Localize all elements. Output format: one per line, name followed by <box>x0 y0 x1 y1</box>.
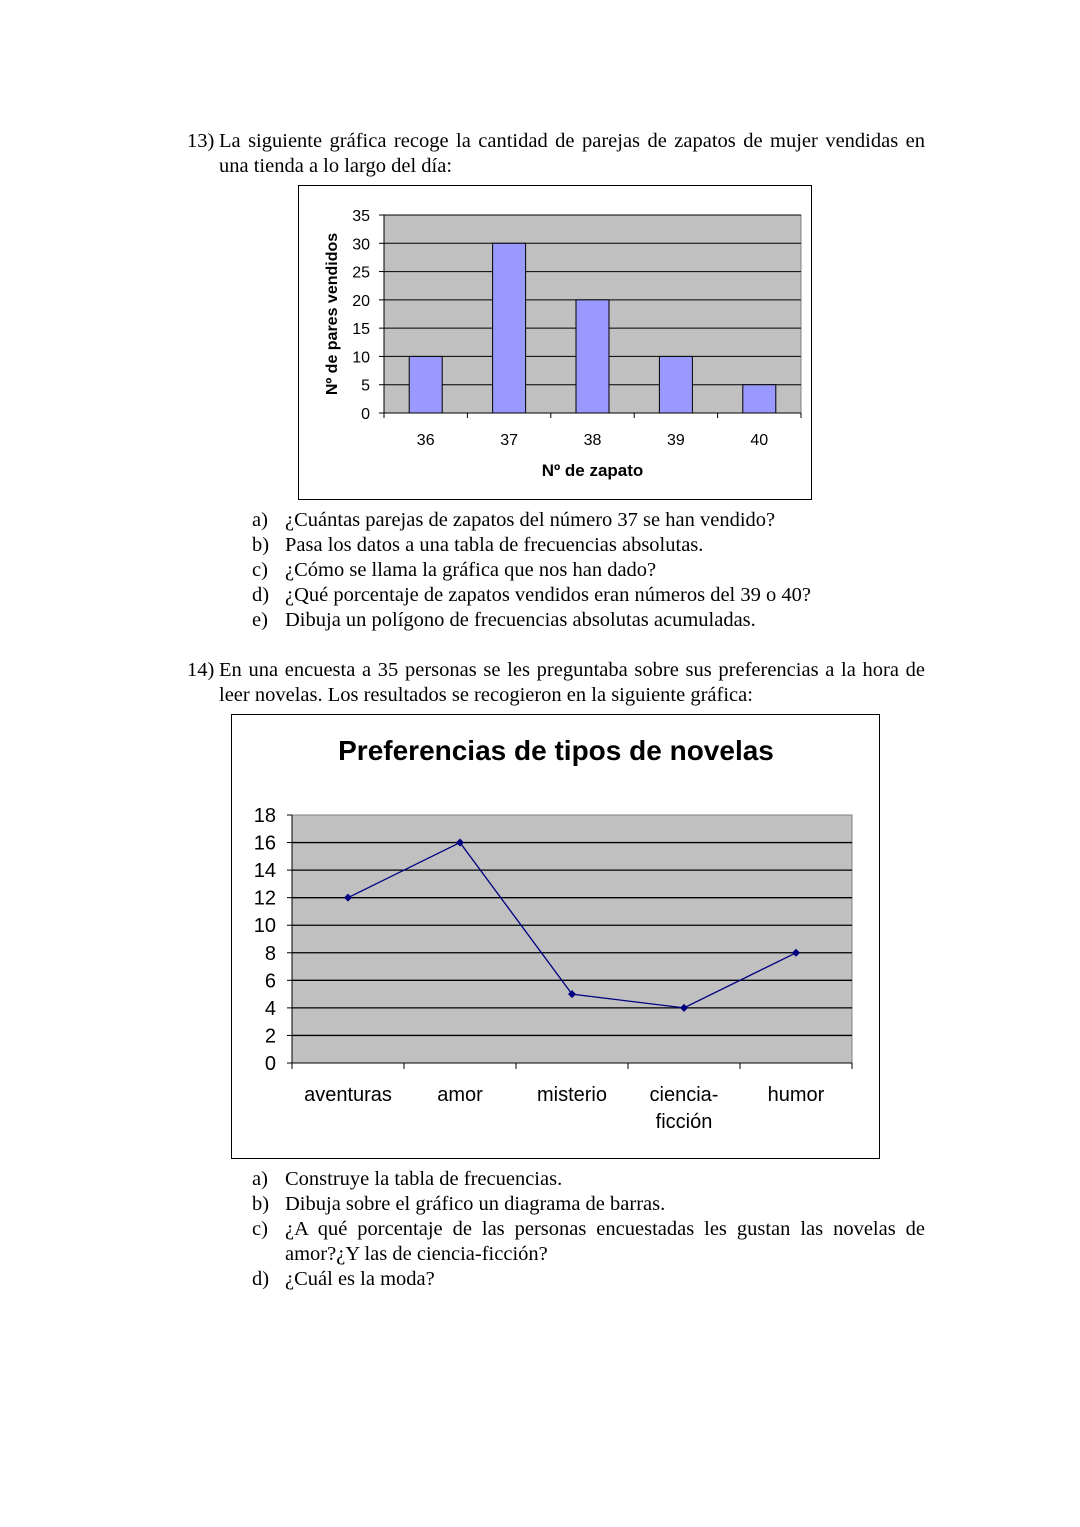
question-number: 14) <box>187 659 215 681</box>
y-tick-label: 5 <box>361 377 370 395</box>
bar <box>493 243 526 413</box>
bar <box>576 300 609 413</box>
y-tick-label: 8 <box>264 942 276 965</box>
x-tick-label: misterio <box>536 1084 608 1106</box>
item-label: d) <box>252 1268 270 1290</box>
item-label: c) <box>252 559 268 581</box>
y-tick-label: 16 <box>253 832 276 855</box>
x-tick-label: 39 <box>667 432 685 449</box>
y-tick-label: 18 <box>253 805 276 827</box>
y-tick-label: 0 <box>361 406 370 423</box>
question-item <box>252 583 925 608</box>
y-axis-label: Nº de pares vendidos <box>324 232 341 396</box>
y-tick-label: 6 <box>264 970 276 993</box>
y-tick-label: 0 <box>264 1053 276 1075</box>
question-item <box>252 1217 925 1267</box>
x-tick-label: 36 <box>416 432 435 449</box>
x-tick-label: ciencia-ficción <box>649 1084 719 1133</box>
shoe-sales-chart <box>298 185 812 500</box>
item-text: Pasa los datos a una tabla de frecuencias absolutas. <box>285 534 704 556</box>
question-item <box>252 1192 925 1217</box>
question-number: 13) <box>187 130 215 152</box>
item-text: ¿A qué porcentaje de las personas encuestadas les gustan las novelas de amor?¿Y las de ciencia-ficción? <box>285 1218 925 1265</box>
item-text: Construye la tabla de frecuencias. <box>285 1168 563 1190</box>
question-13-items <box>252 508 925 633</box>
x-tick-label: aventuras <box>304 1084 392 1106</box>
x-tick-label: humor <box>767 1084 825 1106</box>
chart-title: Preferencias de tipos de novelas <box>338 735 774 766</box>
question-item <box>252 558 925 583</box>
item-label: c) <box>252 1218 268 1240</box>
item-text: Dibuja un polígono de frecuencias absolutas acumuladas. <box>285 609 756 631</box>
question-text: La siguiente gráfica recoge la cantidad de parejas de zapatos de mujer vendidas en una tienda a lo largo del día: <box>219 130 925 177</box>
bar <box>409 356 442 413</box>
item-text: ¿Cuántas parejas de zapatos del número 37 se han vendido? <box>285 509 776 531</box>
x-tick-label: 38 <box>583 432 602 449</box>
y-tick-label: 12 <box>253 887 276 910</box>
y-tick-label: 14 <box>253 860 276 883</box>
item-label: a) <box>252 1168 268 1190</box>
x-tick-label: 40 <box>750 432 769 449</box>
novel-preferences-chart <box>231 714 880 1159</box>
y-tick-label: 2 <box>264 1025 276 1048</box>
y-tick-label: 20 <box>352 292 370 310</box>
y-tick-label: 10 <box>253 915 276 938</box>
item-label: b) <box>252 1193 270 1215</box>
item-text: ¿Cómo se llama la gráfica que nos han dado? <box>285 559 657 581</box>
plot-area <box>292 815 852 1063</box>
x-tick-label: 37 <box>500 432 518 449</box>
item-text: Dibuja sobre el gráfico un diagrama de barras. <box>285 1193 666 1215</box>
x-axis-label: Nº de zapato <box>541 461 644 480</box>
item-text: ¿Qué porcentaje de zapatos vendidos eran números del 39 o 40? <box>285 584 811 606</box>
item-label: e) <box>252 609 268 631</box>
question-item <box>252 608 925 633</box>
line-chart <box>232 715 879 1158</box>
y-tick-label: 4 <box>264 997 276 1020</box>
y-tick-label: 30 <box>352 236 370 254</box>
y-tick-label: 10 <box>352 349 370 367</box>
question-13 <box>187 129 925 179</box>
question-item <box>252 1267 925 1292</box>
bar-chart <box>299 186 811 499</box>
x-tick-label: amor <box>437 1084 483 1106</box>
bar <box>659 356 692 413</box>
question-item <box>252 1167 925 1192</box>
y-tick-label: 35 <box>352 208 370 225</box>
question-item <box>252 533 925 558</box>
question-item <box>252 508 925 533</box>
item-label: d) <box>252 584 270 606</box>
question-text: En una encuesta a 35 personas se les preguntaba sobre sus preferencias a la hora de leer novelas. Los resultados se recogieron en la siguiente gráfica: <box>219 659 925 706</box>
item-label: a) <box>252 509 268 531</box>
item-label: b) <box>252 534 270 556</box>
item-text: ¿Cuál es la moda? <box>285 1268 435 1290</box>
y-tick-label: 15 <box>352 321 370 339</box>
question-14 <box>187 658 925 708</box>
y-tick-label: 25 <box>352 264 370 282</box>
bar <box>743 385 776 413</box>
question-14-items <box>252 1167 925 1292</box>
